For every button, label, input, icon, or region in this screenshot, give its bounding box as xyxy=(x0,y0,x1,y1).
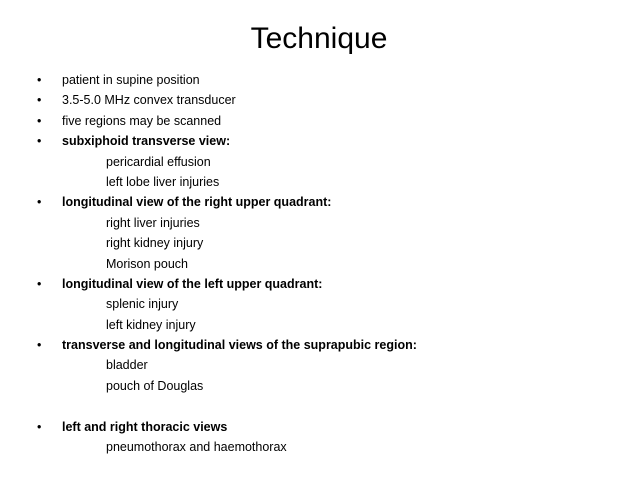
bullet-icon: • xyxy=(37,419,42,434)
sub-item-text: bladder xyxy=(106,358,148,373)
bullet-item xyxy=(32,335,612,355)
bullet-icon: • xyxy=(37,113,42,128)
sub-item xyxy=(32,233,612,253)
sub-item xyxy=(32,213,612,233)
bullet-item-text: transverse and longitudinal views of the suprapubic region: xyxy=(62,338,417,353)
bullet-icon: • xyxy=(37,134,42,149)
bullet-item xyxy=(32,131,612,151)
sub-item-text: right liver injuries xyxy=(106,215,200,230)
bullet-icon: • xyxy=(37,93,42,108)
bullet-icon: • xyxy=(37,195,42,210)
bullet-item-text: five regions may be scanned xyxy=(62,113,222,128)
bullet-item xyxy=(32,90,612,110)
sub-item xyxy=(32,315,612,335)
sub-item xyxy=(32,376,612,396)
spacer xyxy=(32,396,612,416)
sub-item-text: splenic injury xyxy=(106,297,179,312)
slide-title: Technique xyxy=(250,22,388,55)
sub-item-text: right kidney injury xyxy=(106,236,204,251)
sub-item xyxy=(32,294,612,314)
sub-item xyxy=(32,254,612,274)
bullet-item xyxy=(32,417,612,437)
sub-item xyxy=(32,152,612,172)
bullet-item xyxy=(32,111,612,131)
sub-item xyxy=(32,172,612,192)
sub-item-text: pouch of Douglas xyxy=(106,378,204,393)
bullet-item xyxy=(32,274,612,294)
sub-item-text: pericardial effusion xyxy=(106,154,211,169)
sub-item-text: Morison pouch xyxy=(106,256,188,271)
sub-item xyxy=(32,355,612,375)
bullet-icon: • xyxy=(37,73,42,87)
bullet-item-text: subxiphoid transverse view: xyxy=(62,134,231,149)
sub-item xyxy=(32,437,612,457)
bullet-item-text: longitudinal view of the left upper quadrant: xyxy=(62,276,323,291)
bullet-item-text: left and right thoracic views xyxy=(62,419,228,434)
sub-item-text: pneumothorax and haemothorax xyxy=(106,440,287,455)
sub-item-text: left kidney injury xyxy=(106,317,196,332)
bullet-item-text: patient in supine position xyxy=(62,73,200,87)
bullet-icon: • xyxy=(37,276,42,291)
bullet-item xyxy=(32,192,612,212)
bullet-icon: • xyxy=(37,338,42,353)
bullet-item-text: longitudinal view of the right upper quadrant: xyxy=(62,195,332,210)
sub-item-text: left lobe liver injuries xyxy=(106,174,220,189)
bullet-item-text: 3.5-5.0 MHz convex transducer xyxy=(62,93,236,108)
bullet-item xyxy=(32,70,612,90)
slide-content xyxy=(32,70,612,457)
